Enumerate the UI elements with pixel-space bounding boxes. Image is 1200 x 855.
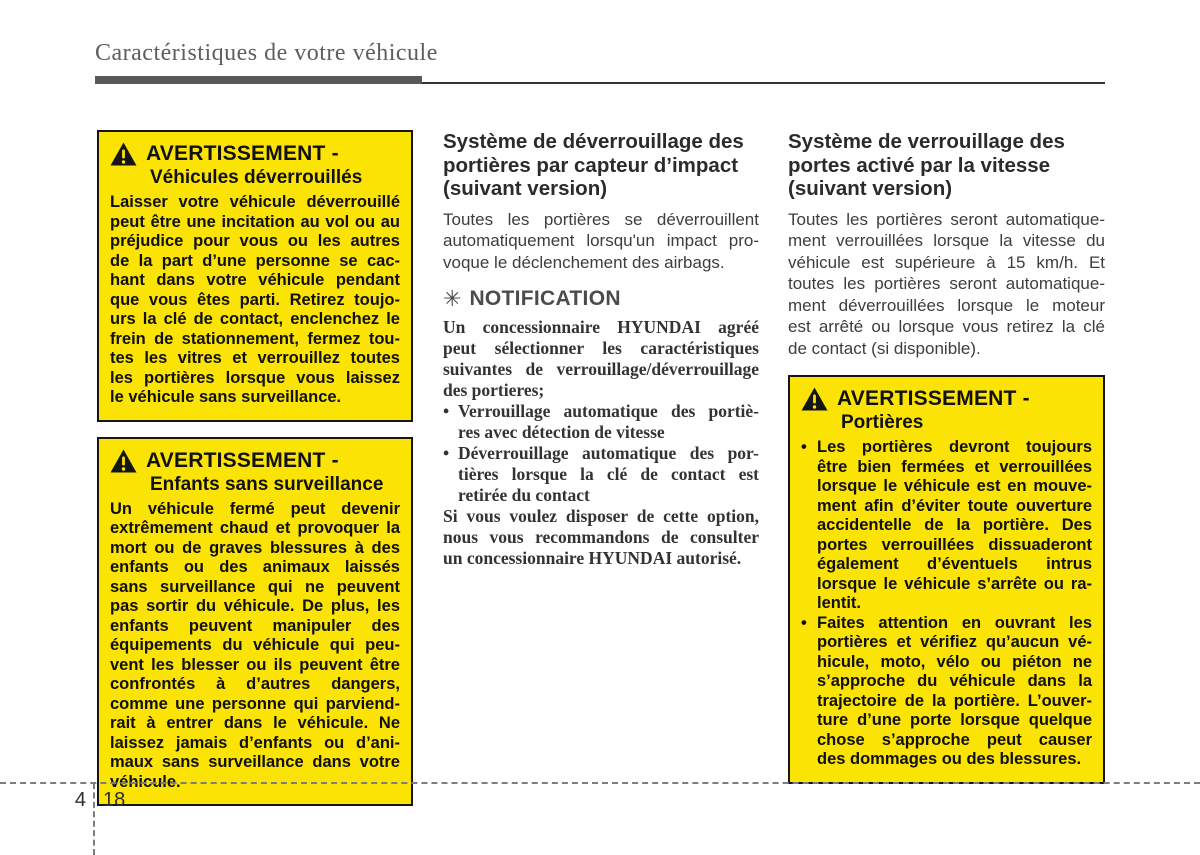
warning-box-doors — [788, 375, 1105, 784]
warning-title-row — [110, 142, 400, 166]
section-body-speed-lock: Toutes les portières seront automatique- ment verrouillées lorsque la vitesse du véhicule est supérieure à 15 km/h. Et toutes les portières seront automatique- ment déverrouillées lorsque le moteur est arrêté ou lorsque vous retirez la clé de contact (si disponible). — [788, 209, 1105, 358]
column-left — [97, 130, 413, 821]
warning-subtitle: Enfants sans surveillance — [150, 473, 384, 495]
notification-body — [443, 317, 759, 569]
bullet-icon: • — [443, 443, 450, 463]
warning-subtitle: Véhicules déverrouillés — [150, 167, 363, 188]
warning-label: AVERTISSEMENT - — [146, 448, 339, 472]
warning-triangle-icon — [110, 449, 137, 473]
list-item — [443, 401, 759, 443]
column-middle — [443, 130, 759, 569]
warning-label: AVERTISSEMENT - — [146, 142, 339, 165]
list-item — [443, 443, 759, 506]
list-item-text: Les portières devront toujours être bien fermées et verrouillées lorsque le véhicule est en mouve- ment afin d’éviter toute ouverture accidentelle de la portière. Des portes verrouillées dissuaderont également d’éventuels intrus lorsque le véhicule s’arrête ou ra- lentit. — [817, 438, 1092, 612]
list-item-text: Faites attention en ouvrant les portières et vérifiez qu’aucun vé- hicule, moto, vélo ou piéton ne s’approche du véhicule dans la trajectoire de la portière. L’ouver- ture d’une porte lorsque quelque chose s’approche peut causer des dommages ou des blessures. — [817, 613, 1092, 768]
warning-title-row — [110, 449, 400, 473]
warning-box-unlocked-vehicles — [97, 130, 413, 422]
warning-title-row — [801, 387, 1092, 411]
footer-chapter-number: 4 — [74, 789, 86, 811]
bullet-icon: • — [801, 613, 807, 632]
warning-triangle-icon — [801, 387, 828, 411]
warning-box-unattended-children — [97, 437, 413, 807]
bullet-icon: • — [443, 401, 450, 421]
warning-body-text: Laisser votre véhicule déverrouillé peut être une incitation au vol ou au préjudice pour vous ou les autres de la part d’une personne se cac- hant dans votre véhicule pendant que vous êtes parti. Retirez toujo- urs la clé de contact, enclenchez le frein de stationnement, fermez tou- tes les vitres et verrouillez toutes les portières lorsque vous laissez le véhicule sans surveillance. — [110, 193, 400, 406]
warning-subtitle: Portières — [841, 412, 924, 433]
notification-outro: Si vous voulez disposer de cette option, nous vous recommandons de consulter un concessionnaire HYUNDAI autorisé. — [443, 506, 759, 568]
bullet-icon: • — [801, 438, 807, 456]
list-item — [801, 438, 1092, 614]
header-rule-thick — [95, 76, 422, 84]
list-item-text: Verrouillage automatique des portiè- res avec détection de vitesse — [458, 401, 759, 442]
warning-triangle-icon — [110, 142, 137, 166]
footer-dashed-line-horizontal — [0, 782, 1200, 784]
section-heading-impact-unlock: Système de déverrouillage des portières par capteur d’impact (suivant version) — [443, 130, 744, 200]
asterisk-icon: ✳ — [443, 286, 462, 311]
warning-body-text: Un véhicule fermé peut devenir extrêmement chaud et provoquer la mort ou de graves blessures à des enfants ou des animaux laissés sans surveillance qui ne peuvent pas sortir du véhicule. De plus, les enfants peuvent manipuler des équipements du véhicule qui peu- vent les blesser ou ils peuvent être confrontés à d’autres dangers, comme une personne qui parviend- rait à entrer dans le véhicule. Ne laissez jamais d’enfants ou d’ani- maux sans surveillance dans votre véhicule. — [110, 499, 400, 791]
warning-body-text — [801, 438, 1092, 770]
list-item — [801, 614, 1092, 770]
notification-intro: Un concessionnaire HYUNDAI agréé peut sélectionner les caractéristiques suivantes de verrouillage/déverrouillage des portieres; — [443, 317, 759, 400]
footer-dashed-line-vertical — [93, 783, 95, 855]
section-body-impact-unlock: Toutes les portières se déverrouillent automatiquement lorsqu'un impact pro- voque le déclenchement des airbags. — [443, 209, 759, 272]
section-heading-speed-lock: Système de verrouillage des portes activé par la vitesse (suivant version) — [788, 130, 1065, 200]
footer-page-number: 18 — [103, 789, 126, 811]
notification-heading — [443, 287, 759, 311]
column-right — [788, 130, 1105, 799]
warning-label: AVERTISSEMENT - — [837, 387, 1030, 410]
list-item-text: Déverrouillage automatique des por- tières lorsque la clé de contact est retirée du contact — [458, 443, 759, 505]
notification-label: NOTIFICATION — [469, 287, 621, 310]
header-rule-thin — [422, 82, 1105, 84]
page-title: Caractéristiques de votre véhicule — [95, 40, 438, 66]
